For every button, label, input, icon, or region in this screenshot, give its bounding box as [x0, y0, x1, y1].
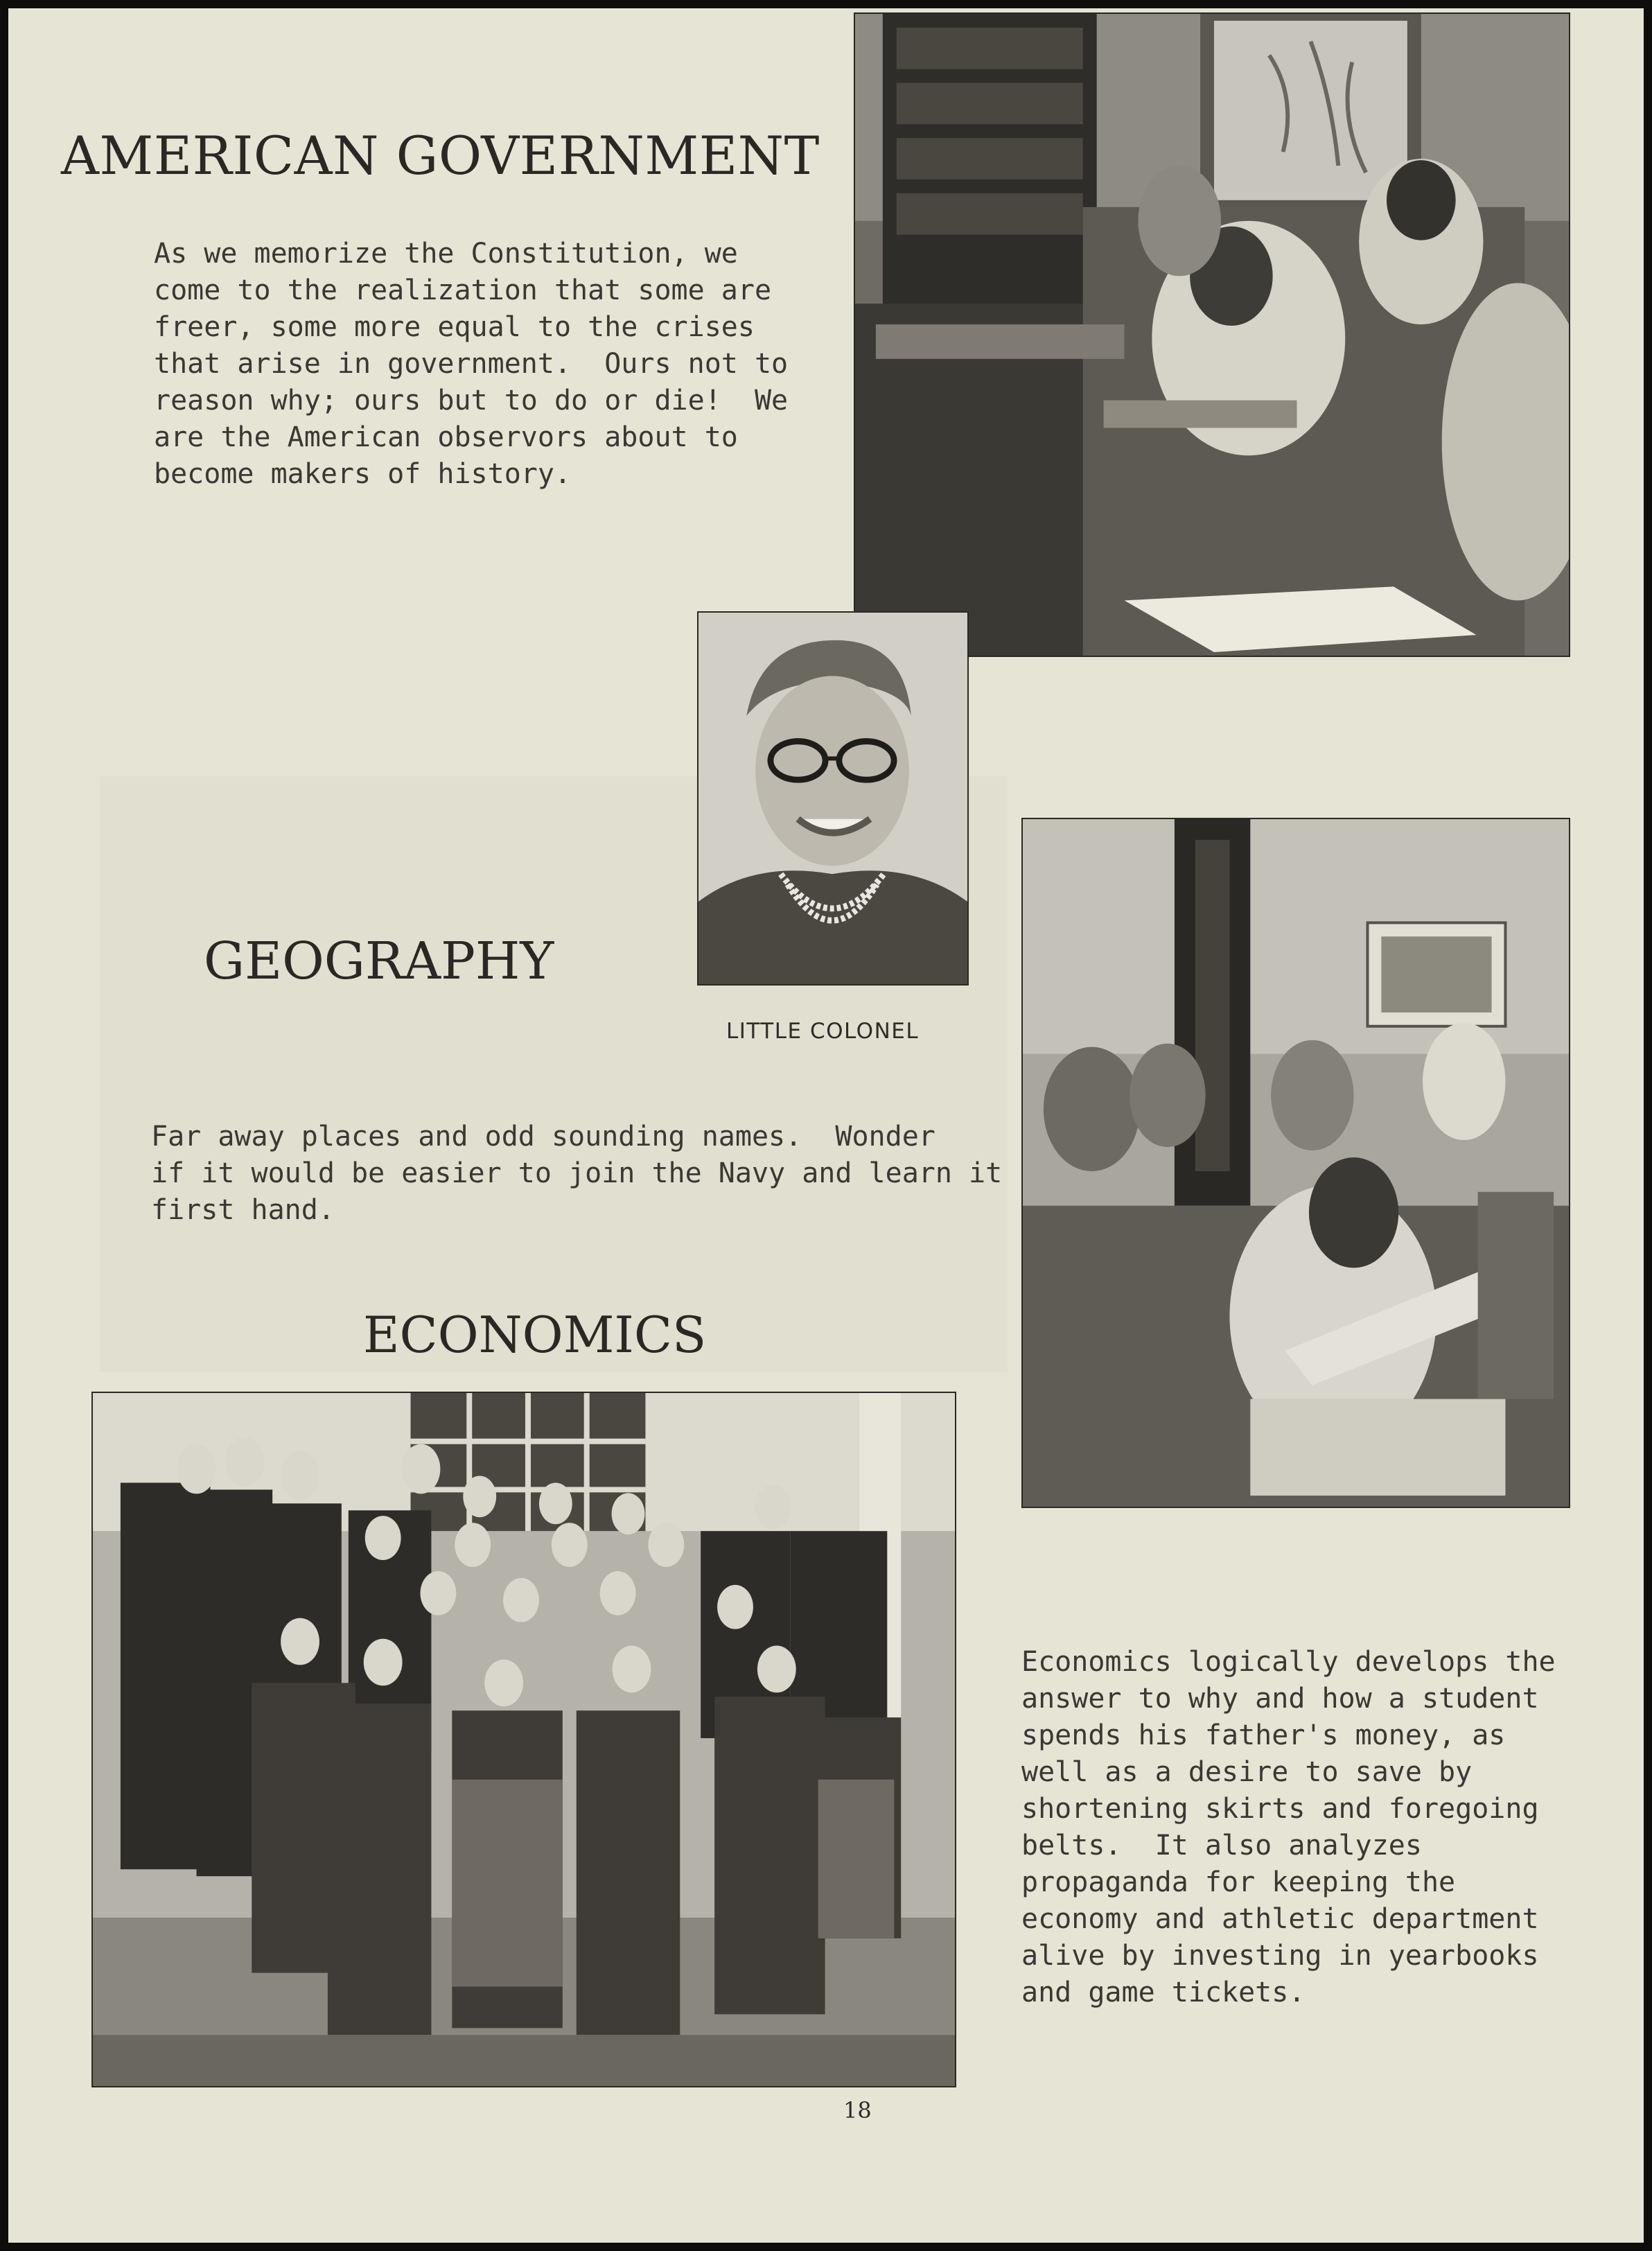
page-number: 18 — [843, 2097, 872, 2123]
geography-heading: GEOGRAPHY — [204, 931, 554, 991]
american-government-text: As we memorize the Constitution, we come to the realization that some are freer, some more equal to the crises that arise in government. Ours not to reason why; ours but to do or die! We are the American observors about to become makers of history. — [154, 238, 789, 490]
geography-text: Far away places and odd sounding names. Wonder if it would be easier to join the Navy and learn it first hand. — [151, 1121, 1003, 1226]
portrait-caption: LITTLE COLONEL — [726, 1019, 920, 1044]
economics-group-photo — [91, 1392, 956, 2087]
economics-text: Economics logically develops the answer to why and how a student spends his father's money, as well as a desire to save by shortening skirts and foregoing belts. It also analyzes propaganda for keeping the economy and athletic department alive by investing in yearbooks and game tickets. — [1021, 1646, 1556, 2008]
american-government-heading: AMERICAN GOVERNMENT — [61, 125, 820, 186]
teacher-portrait-photo — [697, 611, 969, 986]
classroom-photo — [854, 12, 1570, 657]
yearbook-page — [8, 8, 1644, 2243]
economics-heading: ECONOMICS — [363, 1306, 707, 1364]
student-desk-photo — [1021, 818, 1570, 1508]
